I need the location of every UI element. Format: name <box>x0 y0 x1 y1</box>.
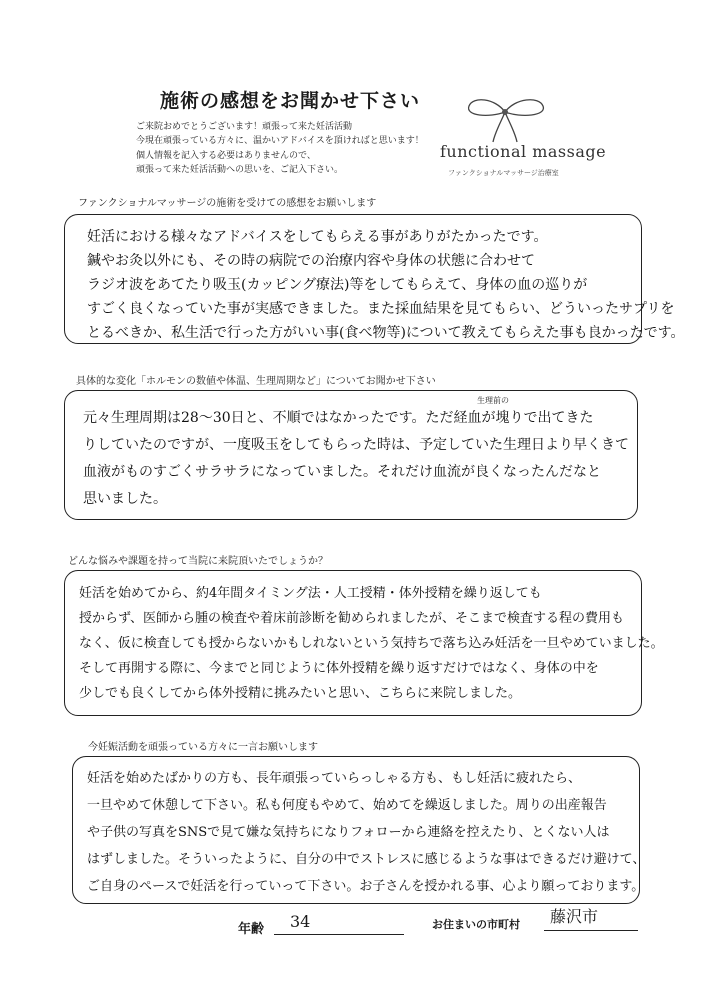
answer-line: 妊活を始めたばかりの方も、長年頑張っていらっしゃる方も、もし妊活に疲れたら、 <box>87 771 582 786</box>
city-field <box>544 904 638 931</box>
answer-box-4 <box>72 756 646 904</box>
page-title: 施術の感想をお聞かせ下さい <box>160 90 421 112</box>
answer-text-4 <box>87 765 645 900</box>
age-value: 34 <box>290 912 311 931</box>
answer-line: 一旦やめて休憩して下さい。私も何度もやめて、始めてを繰返しました。周りの出産報告 <box>87 798 607 813</box>
city-value: 藤沢市 <box>550 907 599 926</box>
answer-line: すごく良くなっていた事が実感できました。また採血結果を見てもらい、どういったサプリを <box>87 301 675 317</box>
question-label-3: どんな悩みや課題を持って当院に来院頂いたでしょうか？ <box>68 556 328 567</box>
annotation-text: 生理前の <box>477 396 509 405</box>
question-label-1: ファンクショナルマッサージの施術を受けての感想をお願いします <box>78 198 377 209</box>
question-label-2: 具体的な変化「ホルモンの数値や体温、生理周期など」についてお聞かせ下さい <box>76 376 436 387</box>
answer-text-3 <box>79 581 664 706</box>
question-label-4: 今妊娠活動を頑張っている方々に一言お願いします <box>88 742 318 753</box>
answer-line: 授からず、医師から腫の検査や着床前診断を勧められましたが、そこまで検査する程の費用も <box>79 611 624 626</box>
answer-line: 妊活を始めてから、約4年間タイミング法・人工授精・体外授精を繰り返しても <box>79 586 542 601</box>
answer-box-1 <box>64 214 685 344</box>
answer-text-1 <box>87 225 685 345</box>
logo-subtitle: ファンクショナルマッサージ治療室 <box>448 169 559 177</box>
age-label: 年齢 <box>238 922 265 937</box>
answer-line: なく、仮に検査しても授からないかもしれないという気持ちで落ち込み妊活を一旦やめていました。 <box>79 636 664 651</box>
intro-line: 今現在頑張っている方々に、温かいアドバイスを頂ければと思います！ <box>136 136 424 147</box>
answer-line: 少しでも良くしてから体外授精に挑みたいと思い、こちらに来院しました。 <box>79 686 522 701</box>
age-field <box>274 912 404 935</box>
answer-line: 元々生理周期は28〜30日と、不順ではなかったです。ただ経血が塊りで出てきた <box>83 410 594 426</box>
city-label: お住まいの市町村 <box>432 918 520 931</box>
answer-line: ラジオ波をあてたり吸玉(カッピング療法)等をしてもらえて、身体の血の巡りが <box>87 277 588 293</box>
answer-line: 鍼やお灸以外にも、その時の病院での治療内容や身体の状態に合わせて <box>87 253 535 269</box>
answer-line: りしていたのですが、一度吸玉をしてもらった時は、予定していた生理日より早くきて <box>83 437 629 453</box>
intro-text <box>136 120 424 178</box>
answer-text-2 <box>83 405 629 513</box>
logo-text: functional massage <box>440 142 607 161</box>
answer-box-2 <box>64 390 638 520</box>
answer-line: はずしました。そういったように、自分の中でストレスに感じるような事はできるだけ避けて、 <box>87 852 646 867</box>
ribbon-logo-icon <box>455 94 555 144</box>
answer-line: や子供の写真をSNSで見て嫌な気持ちになりフォローから連絡を控えたり、とくない人は <box>87 825 610 840</box>
answer-line: 血液がものすごくサラサラになっていました。それだけ血流が良くなったんだなと <box>83 464 601 480</box>
intro-line: 個人情報を記入する必要はありませんので、 <box>136 150 316 161</box>
answer-line: 思いました。 <box>83 491 167 507</box>
answer-line: 妊活における様々なアドバイスをしてもらえる事がありがたかったです。 <box>87 229 548 245</box>
intro-line: 頑張って来た妊活活動への思いを、ご記入下さい。 <box>136 165 344 176</box>
answer-line: とるべきか、私生活で行った方がいい事(食べ物等)について教えてもらえた事も良かったです。 <box>87 325 685 341</box>
answer-line: ご自身のペースで妊活を行っていって下さい。お子さんを授かれる事、心より願っております。 <box>87 879 645 894</box>
answer-box-3 <box>64 570 664 716</box>
intro-line: ご来院おめでとうございます！頑張って来た妊活活動 <box>136 122 353 132</box>
answer-line: そして再開する際に、今までと同じように体外授精を繰り返すだけではなく、身体の中を <box>79 661 599 676</box>
